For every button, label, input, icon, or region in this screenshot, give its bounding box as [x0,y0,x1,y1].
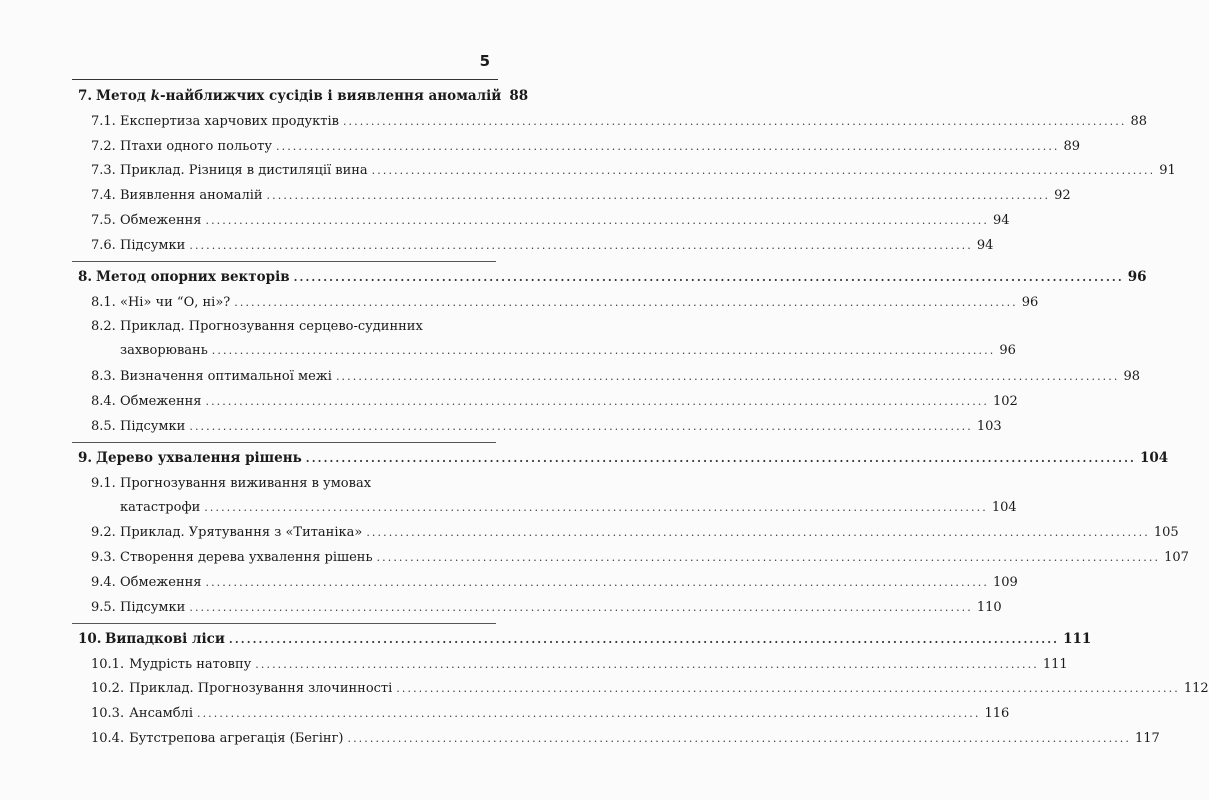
section-number: 10.3. [91,706,125,722]
toc-chapter-8[interactable] [78,268,1147,286]
section-title: Підсумки [120,237,186,253]
section-number: 8.3. [91,369,116,385]
section-title: Приклад. Прогнозування злочинності [129,681,393,697]
toc-section-8-3[interactable] [91,368,1141,385]
leader-dots: ............................................................................................................................................ [366,526,1150,540]
page-ref: 96 [1127,268,1147,285]
page-ref: 89 [1063,138,1081,154]
section-title-continued: захворювань [120,343,208,359]
leader-dots: ............................................................................................................................................ [266,189,1051,203]
page-ref: 107 [1164,550,1189,566]
page-ref: 88 [509,88,529,104]
toc-section-10-2[interactable] [91,680,1209,697]
page-ref: 111 [1063,630,1092,647]
leader-dots: ............................................................................................................................................ [396,682,1180,696]
toc-section-7-6[interactable] [91,237,994,254]
chapter-number: 7. [78,88,93,104]
page-ref: 110 [976,599,1002,615]
page-ref: 109 [993,574,1018,590]
page-ref: 117 [1135,730,1160,746]
toc-section-8-1[interactable] [91,294,1039,311]
toc-section-10-3[interactable] [91,705,1010,722]
table-of-contents [78,88,1209,747]
section-title: Прогнозування виживання в умовах [120,475,372,491]
section-title: Експертиза харчових продуктів [120,113,339,129]
toc-chapter-7[interactable] [78,88,529,105]
section-number: 10.1. [91,656,125,672]
leader-dots: ............................................................................................................................................ [255,657,1039,671]
section-title: Обмеження [120,212,202,228]
section-number: 9.1. [91,475,116,491]
page-ref: 98 [1123,369,1141,385]
section-number: 8.1. [91,294,116,310]
leader-dots: ............................................................................................................................................ [371,164,1156,178]
page-ref: 96 [999,343,1016,359]
section-number: 7.3. [91,163,116,179]
toc-chapter-10[interactable] [78,630,1092,648]
leader-dots: ............................................................................................................................................ [347,731,1132,745]
toc-section-10-1[interactable] [91,656,1068,673]
section-title: Бутстрепова агрегація (Бегінг) [129,730,344,746]
chapter-title: Метод k-найближчих сусідів і виявлення аномалій [96,88,502,104]
page-ref: 112 [1183,681,1209,697]
toc-section-8-4[interactable] [91,393,1018,410]
leader-dots: ............................................................................................................................................ [189,419,973,433]
page-ref: 92 [1054,188,1071,204]
leader-dots: ............................................................................................................................................ [293,270,1124,284]
leader-dots: ............................................................................................................................................ [228,632,1060,646]
section-title: Ансамблі [129,706,193,722]
section-number: 8.5. [91,418,116,434]
page-ref: 96 [1021,294,1039,310]
section-title-continued: катастрофи [120,499,201,515]
page-ref: 103 [976,418,1002,434]
section-title: Приклад. Прогнозування серцево-судинних [120,319,423,335]
page-ref: 94 [976,237,994,253]
section-number: 10.2. [91,681,125,697]
leader-dots: ............................................................................................................................................ [305,451,1136,465]
header-rule [72,79,498,80]
section-number: 7.6. [91,237,116,253]
section-title: Підсумки [120,418,186,434]
page-ref: 88 [1130,113,1148,129]
chapter-divider [72,442,496,443]
leader-dots: ............................................................................................................................................ [205,575,990,589]
section-number: 9.4. [91,574,116,590]
chapter-number: 9. [78,449,93,466]
section-number: 9.3. [91,550,116,566]
leader-dots: ............................................................................................................................................ [189,238,973,252]
toc-section-8-2[interactable] [91,318,1016,360]
section-number: 8.4. [91,393,116,409]
page-ref: 102 [993,393,1018,409]
toc-section-7-4[interactable] [91,187,1071,204]
section-number: 8.2. [91,319,116,335]
toc-chapter-9[interactable] [78,449,1169,467]
section-number: 9.5. [91,599,116,615]
section-number: 7.5. [91,212,116,228]
leader-dots: ............................................................................................................................................ [342,114,1127,128]
leader-dots: ............................................................................................................................................ [276,139,1060,153]
page-ref: 111 [1042,656,1068,672]
toc-section-9-5[interactable] [91,599,1002,616]
leader-dots: ............................................................................................................................................ [335,370,1120,384]
leader-dots: ............................................................................................................................................ [205,394,990,408]
toc-section-10-4[interactable] [91,730,1160,747]
section-number: 7.4. [91,188,116,204]
toc-section-7-2[interactable] [91,138,1081,155]
leader-dots: ............................................................................................................................................ [205,213,990,227]
chapter-title: Метод опорних векторів [96,268,290,285]
toc-section-7-1[interactable] [91,113,1148,130]
toc-section-9-1[interactable] [91,475,1017,517]
leader-dots: ............................................................................................................................................ [196,707,981,721]
section-title: «Ні» чи “О, ні»? [120,294,231,310]
toc-section-7-5[interactable] [91,212,1010,229]
section-number: 7.1. [91,113,116,129]
toc-section-9-4[interactable] [91,574,1018,591]
section-title: Виявлення аномалій [120,188,263,204]
page-ref: 105 [1153,525,1179,541]
page-ref: 94 [993,212,1010,228]
chapter-title: Дерево ухвалення рішень [96,449,302,466]
section-number: 9.2. [91,525,116,541]
section-title: Птахи одного польоту [120,138,272,154]
toc-section-8-5[interactable] [91,418,1002,435]
leader-dots: ............................................................................................................................................ [204,500,988,514]
section-title: Приклад. Різниця в дистиляції вина [120,163,368,179]
page-ref: 104 [991,499,1017,515]
page-ref: 116 [984,706,1010,722]
chapter-number: 8. [78,268,93,285]
leader-dots: ............................................................................................................................................ [211,344,996,358]
leader-dots: ............................................................................................................................................ [376,551,1161,565]
page-ref: 104 [1139,449,1169,466]
leader-dots: ............................................................................................................................................ [234,295,1018,309]
section-title: Підсумки [120,599,186,615]
page-number: 5 [479,52,490,70]
toc-section-7-3[interactable] [91,162,1176,179]
chapter-number: 10. [78,630,102,647]
toc-section-9-3[interactable] [91,549,1189,566]
page-ref: 91 [1159,163,1176,179]
section-title: Обмеження [120,393,202,409]
section-number: 7.2. [91,138,116,154]
chapter-divider [72,261,496,262]
section-title: Створення дерева ухвалення рішень [120,550,373,566]
chapter-divider [72,623,496,624]
chapter-title: Випадкові ліси [105,630,225,647]
section-title: Приклад. Урятування з «Титаніка» [120,525,363,541]
section-number: 10.4. [91,730,125,746]
section-title: Визначення оптимальної межі [120,369,332,385]
section-title: Мудрість натовпу [129,656,252,672]
toc-section-9-2[interactable] [91,524,1179,541]
section-title: Обмеження [120,574,202,590]
leader-dots: ............................................................................................................................................ [189,600,973,614]
